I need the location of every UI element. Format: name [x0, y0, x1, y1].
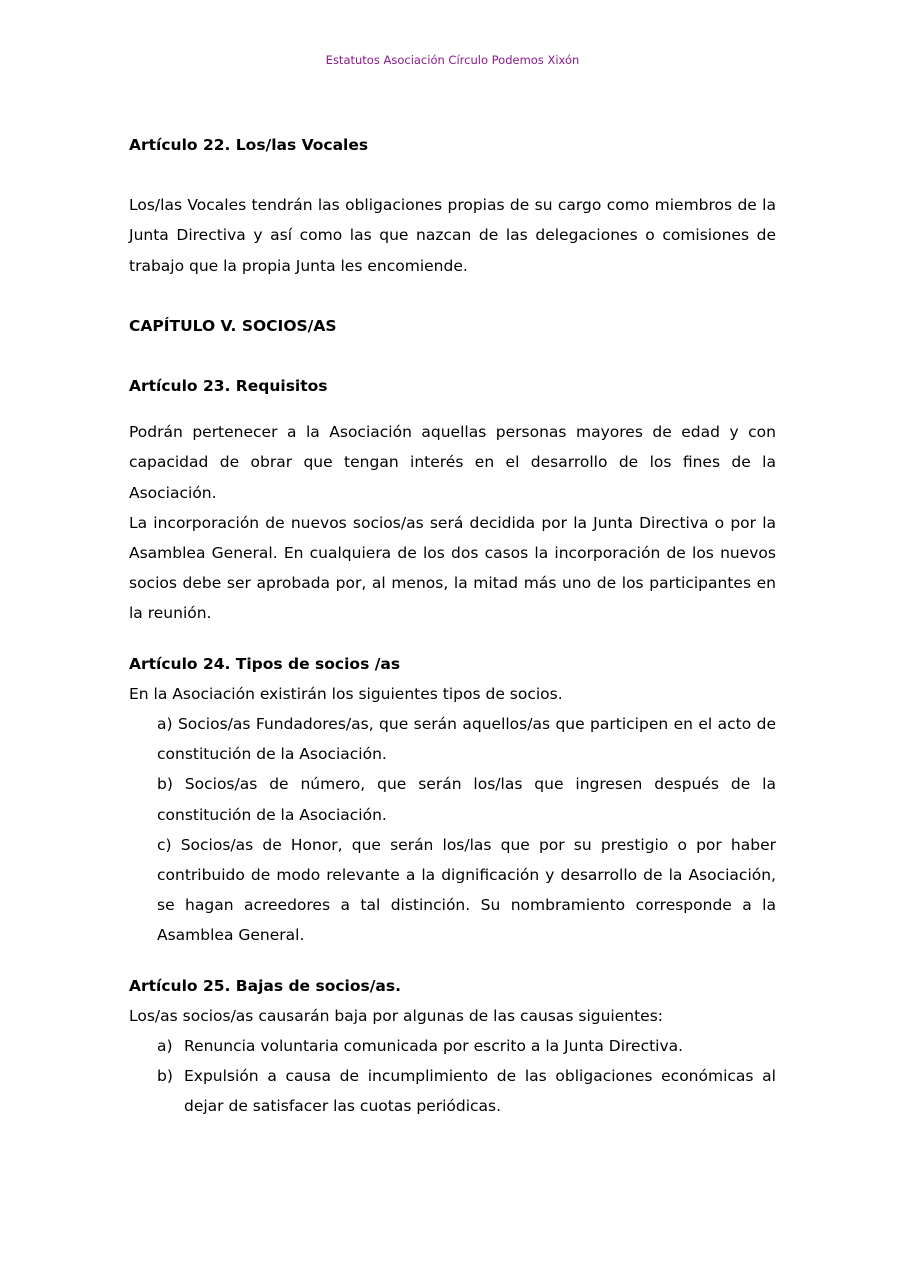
article-24-heading: Artículo 24. Tipos de socios /as: [129, 654, 401, 673]
article-24-item-a: a) Socios/as Fundadores/as, que serán aquellos/as que participen en el acto de constitución de la Asociación.: [157, 715, 776, 764]
list-item-text: Expulsión a causa de incumplimiento de las obligaciones económicas al dejar de satisfacer las cuotas periódicas.: [184, 1067, 776, 1116]
chapter-5-heading: CAPÍTULO V. SOCIOS/AS: [129, 316, 337, 335]
article-25-item-b: [157, 1061, 776, 1121]
article-23-paragraph-1: Podrán pertenecer a la Asociación aquellas personas mayores de edad y con capacidad de obrar que tengan interés en el desarrollo de los fines de la Asociación.: [129, 423, 776, 502]
article-24-item-b: b) Socios/as de número, que serán los/las que ingresen después de la constitución de la Asociación.: [157, 775, 776, 824]
article-22-paragraph: Los/las Vocales tendrán las obligaciones propias de su cargo como miembros de la Junta Directiva y así como las que nazcan de las delegaciones o comisiones de trabajo que la propia Junta les encomiende.: [129, 196, 776, 275]
list-marker: b): [157, 1067, 173, 1086]
article-25-intro: Los/as socios/as causarán baja por algunas de las causas siguientes:: [129, 1006, 663, 1025]
article-24-item-c: c) Socios/as de Honor, que serán los/las que por su prestigio o por haber contribuido de modo relevante a la dignificación y desarrollo de la Asociación, se hagan acreedores a tal distinción. Su nombramiento corresponde a la Asamblea General.: [157, 835, 776, 945]
article-25-item-a: [157, 1031, 776, 1061]
list-item-text: Renuncia voluntaria comunicada por escrito a la Junta Directiva.: [184, 1037, 684, 1056]
article-25-heading: Artículo 25. Bajas de socios/as.: [129, 976, 401, 995]
article-22-heading: Artículo 22. Los/las Vocales: [129, 136, 369, 154]
article-24-intro: En la Asociación existirán los siguientes tipos de socios.: [129, 684, 563, 703]
list-marker: a): [157, 1037, 173, 1056]
article-23-heading: Artículo 23. Requisitos: [129, 377, 328, 396]
document-body: [129, 130, 776, 1122]
page-header: Estatutos Asociación Círculo Podemos Xixón: [325, 53, 580, 67]
article-23-paragraph-2: La incorporación de nuevos socios/as será decidida por la Junta Directiva o por la Asamblea General. En cualquiera de los dos casos la incorporación de los nuevos socios debe ser aprobada por, al menos, la mitad más uno de los participantes en la reunión.: [129, 513, 776, 623]
